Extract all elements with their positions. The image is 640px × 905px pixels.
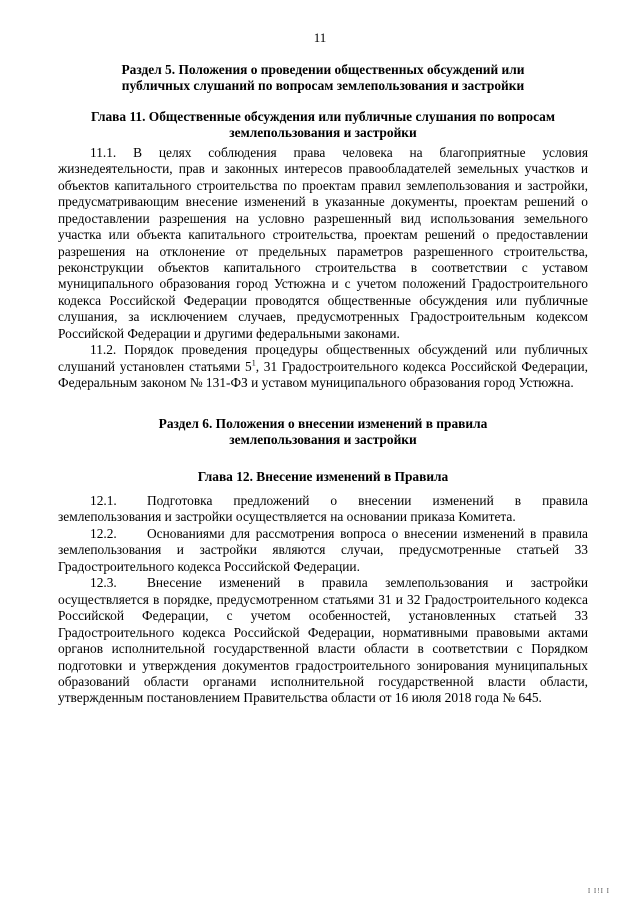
paragraph-11-1: 11.1. В целях соблюдения права человека на благоприятные условия жизнедеятельности, прав и законных интересов правообладателей земельных участков и объектов капитального строительства по проектам правил землепользования и застройки, предусматривающим внесение изменений в указанные документы, проектам решений о предоставлении разрешения на условно разрешенный вид использования земельного участка или объекта капитального строительства, проектам решений о предоставлении разрешения на отклонение от предельных параметров разрешенного строительства, реконструкции объектов капитального строительства в соответствии с уставом муниципального образования город Устюжна и с учетом положений Градостроительного кодекса Российской Федерации проводятся общественные обсуждения или публичные слушания, за исключением случаев, предусмотренных Градостроительным кодексом Российской Федерации и другими федеральными законами. <box>58 144 588 341</box>
superscript: 1 <box>251 358 256 368</box>
document-body <box>58 62 588 707</box>
chapter-12-heading: Глава 12. Внесение изменений в Правила <box>197 468 449 484</box>
paragraph-number: 12.1. <box>90 492 117 508</box>
footer-scan-mark: I I!I I <box>587 887 610 895</box>
section-5-heading-line-2: публичных слушаний по вопросам землепользования и застройки <box>121 78 525 94</box>
section-5-heading-line-1: Раздел 5. Положения о проведении общественных обсуждений или <box>121 62 525 77</box>
paragraph-11-2-text-after: , 31 Градостроительного кодекса Российской Федерации, Федеральным законом № 131-ФЗ и уставом муниципального образования город Устюжна. <box>58 358 588 391</box>
paragraph-text: Внесение изменений в правила землепользования и застройки осуществляется в порядке, предусмотренном статьями 31 и 32 Градостроительного кодекса Российской Федерации, с учетом особенностей, установленных статьей 33 Градостроительного кодекса Российской Федерации, нормативными правовыми актами органов исполнительной государственной власти области в соответствии с Порядком подготовки и утверждения документов градостроительного зонирования муниципальных образований области органами исполнительной государственной власти области, утвержденным постановлением Правительства области от 16 июля 2018 года № 645. <box>58 575 588 706</box>
section-6-heading-line-1: Раздел 6. Положения о внесении изменений в правила <box>158 415 488 431</box>
paragraph-12-3 <box>58 575 588 707</box>
paragraph-number: 12.3. <box>90 575 117 591</box>
paragraph-12-2 <box>58 526 588 575</box>
paragraph-12-1 <box>58 493 588 526</box>
paragraph-11-2-text-before: 11.2. Порядок проведения процедуры общественных обсуждений или публичных слушаний установлен статьями 5 <box>58 342 588 374</box>
paragraph-text: Подготовка предложений о внесении изменений в правила землепользования и застройки осуществляется на основании приказа Комитета. <box>58 492 588 525</box>
page-number: 11 <box>313 30 327 45</box>
section-6-heading <box>58 416 588 449</box>
paragraph-number: 12.2. <box>90 525 117 541</box>
chapter-11-heading-line-1: Глава 11. Общественные обсуждения или публичные слушания по вопросам <box>90 108 556 124</box>
section-6-heading-line-2: землепользования и застройки <box>229 432 417 448</box>
chapter-11-heading <box>58 109 588 142</box>
paragraph-11-2 <box>58 342 588 391</box>
paragraph-text: Основаниями для рассмотрения вопроса о внесении изменений в правила землепользования и застройки являются случаи, предусмотренные статьей 33 Градостроительного кодекса Российской Федерации. <box>58 525 588 574</box>
section-5-heading <box>58 62 588 95</box>
chapter-11-heading-line-2: землепользования и застройки <box>229 125 417 141</box>
